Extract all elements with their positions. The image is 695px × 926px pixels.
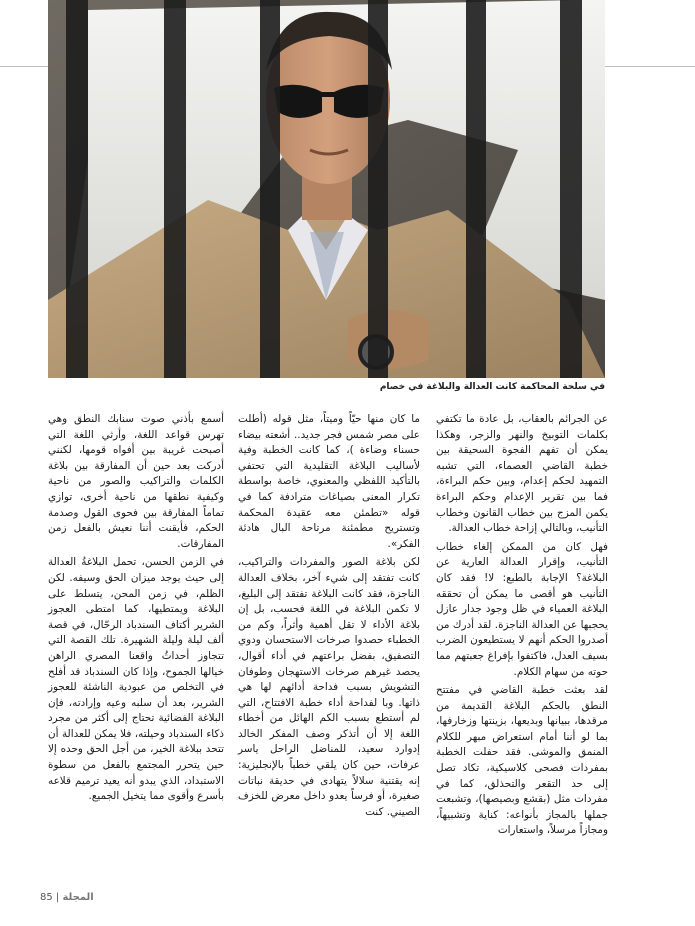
paragraph: أسمع بأذني صوت سنابك النطق وهي تهرس قواعد اللغة، وأرثي اللغة التي أصبحت غريبة بين أفواه قومها، لكنني أدركت بعد حين أن المفارقة بين بلاغة الكلمات والتراكيب والصور من ناحية وكيفية نطقها من ناحية أخرى، توازي تماماً المفارقة بين فحوى القول وصدمة الحكم، فأيقنت أننا نعيش بالفعل زمن المفارقات.: [48, 413, 224, 550]
magazine-name: المجلة: [62, 892, 94, 903]
header-rule-left: [0, 66, 48, 67]
paragraph: لقد بعثت خطبة القاضي في مفتتح النطق بالحكم البلاغة القديمة من مرقدها، ببيانها وبديعها، بزينتها وزخارفها، بما لو أننا أمام استعراض مبهر للكلام المنمق والموشى. فقد حفلت الخطبة بمفردات فصحى كلاسيكية، تكاد تصل إلى حد التقعر والتحذلق، كما في مفردات مثل (بقشع وبصيصها)، وتشبعت جملها بالمجاز بأنواعه: كناية وتشبيهاً، ومجازاً مرسلاً، واستعارات: [436, 684, 608, 837]
paragraph: فهل كان من الممكن إلغاء خطاب التأنيب، وإقرار العدالة العارية عن البلاغة؟ الإجابة بالطبع: لا! فقد كان التأنيب هو أقصى ما يمكن أن تحققه البلاغة العمياء في ظل وجود جدار عازل يحجبها عن العدالة الناجزة. لقد أدرك من أصدروا الحكم أنهم لا يستطيعون الضرب بسيف العدل، فاكتفوا بإفراغ جعبتهم مما حوته من سهام الكلام.: [436, 540, 608, 678]
photo-caption: في سلحة المحاكمة كانت العدالة والبلاغة في خصام: [379, 382, 605, 392]
header-rule-right: [605, 66, 695, 67]
paragraph: لكن بلاغة الصور والمفردات والتراكيب، كانت تفتقد إلى شيء آخر، بخلاف العدالة الناجزة، فقد كانت البلاغة تفتقد إلى البليغ، لا تكمن البلاغة في اللغة فحسب، بل إن بلاغة الأداء لا تقل أهمية وأثراً، وكم من الخطباء حصدوا صرخات الاستحسان ودوي التصفيق، بفضل براعتهم في أداء أقوال، يحصد غيرهم صرخات الاستهجان وطوفان التشويش بسبب فداحة أدائهم لها هي ذاتها. وبا لفداحة أداء خطبة الافتتاح، التي لم أستطع بسبب الكم الهائل من أخطاء اللغة إلا أن أتذكر وصف المفكر الخالد إدوارد سعيد، للمناضل الراحل ياسر عرفات، حين كان يلقي خطباً بالإنجليزية: إنه يقتنية سلالاً يتهادى في حديقة نباتات صغيرة، أو فرساً يعدو داخل معرض للخزف الصيني. كنت: [238, 556, 420, 818]
paragraph: ما كان منها حيّاً وميتاً، مثل قوله (أطلت على مصر شمس فجر جديد.. أشعته بيضاء حسناء وضاءة )، كما كانت الخطبة وفية لأساليب البلاغة التقليدية التي تحتفي بالتأكيد اللفظي والمعنوي، خاصة بواسطة تكرار المعنى بصياغات مترادفة كما في قوله «تطمئن معه عقيدة المحكمة وتستريح مطمئنة مرتاحة البال هادئة الفكر».: [238, 413, 420, 550]
article-photo: [48, 0, 605, 378]
article-column-middle: [238, 412, 420, 823]
article-column-left: [48, 412, 224, 808]
page-number: 85: [40, 892, 53, 903]
paragraph: عن الجرائم بالعقاب، بل عادة ما تكتفي بكلمات التوبيخ والنهر والزجر، وهكذا يمكن أن تفهم الفجوة السحيقة بين خطبة القاضي العصماء، التي تشبه التمهيد لحكم إعدام، وبين حكم البراءة، فما بين تقرير الإعدام وحكم البراءة يكمن المزج بين خطاب القانون وخطاب التأنيب، وبالتالي إزاحة خطاب العدالة.: [436, 413, 608, 535]
footer-separator: |: [55, 892, 60, 903]
article-column-right: [436, 412, 608, 842]
page-footer: [40, 892, 94, 903]
paragraph: في الزمن الحسن، تحمل البلاغةُ العدالة إلى حيث يوجد ميزان الحق وسيفه. لكن الظلم، في زمن المحن، يتسلط على البلاغة ويمتطيها، كما امتطى العجوز الشرير أكتاف السندباد الرحّال، في قصة ألف ليلة وليلة الشهيرة. تلك القصة التي تتجاوز أحداثُ واقعنا المصري الراهن خيالها الجموح، وإذا كان السندباد قد أفلح في التخلص من عبودية الناشئة للعجوز الشرير، بعد أن سلبه وعيه وإرادته، فإن البلاغة الفضائية تحتاج إلى أكثر من مجرد ذكاء السندباد وحيلته، فلا يمكن للعدالة أن تتحد ببلاغة الخير، من أجل الحق وحده إلا حين يتحرر المجتمع بالفعل من سطوة الاستبداد، الذي يبدو أنه يعيد ترميم قلاعه بأسرع وأقوى مما يتخيل الجميع.: [48, 556, 224, 803]
